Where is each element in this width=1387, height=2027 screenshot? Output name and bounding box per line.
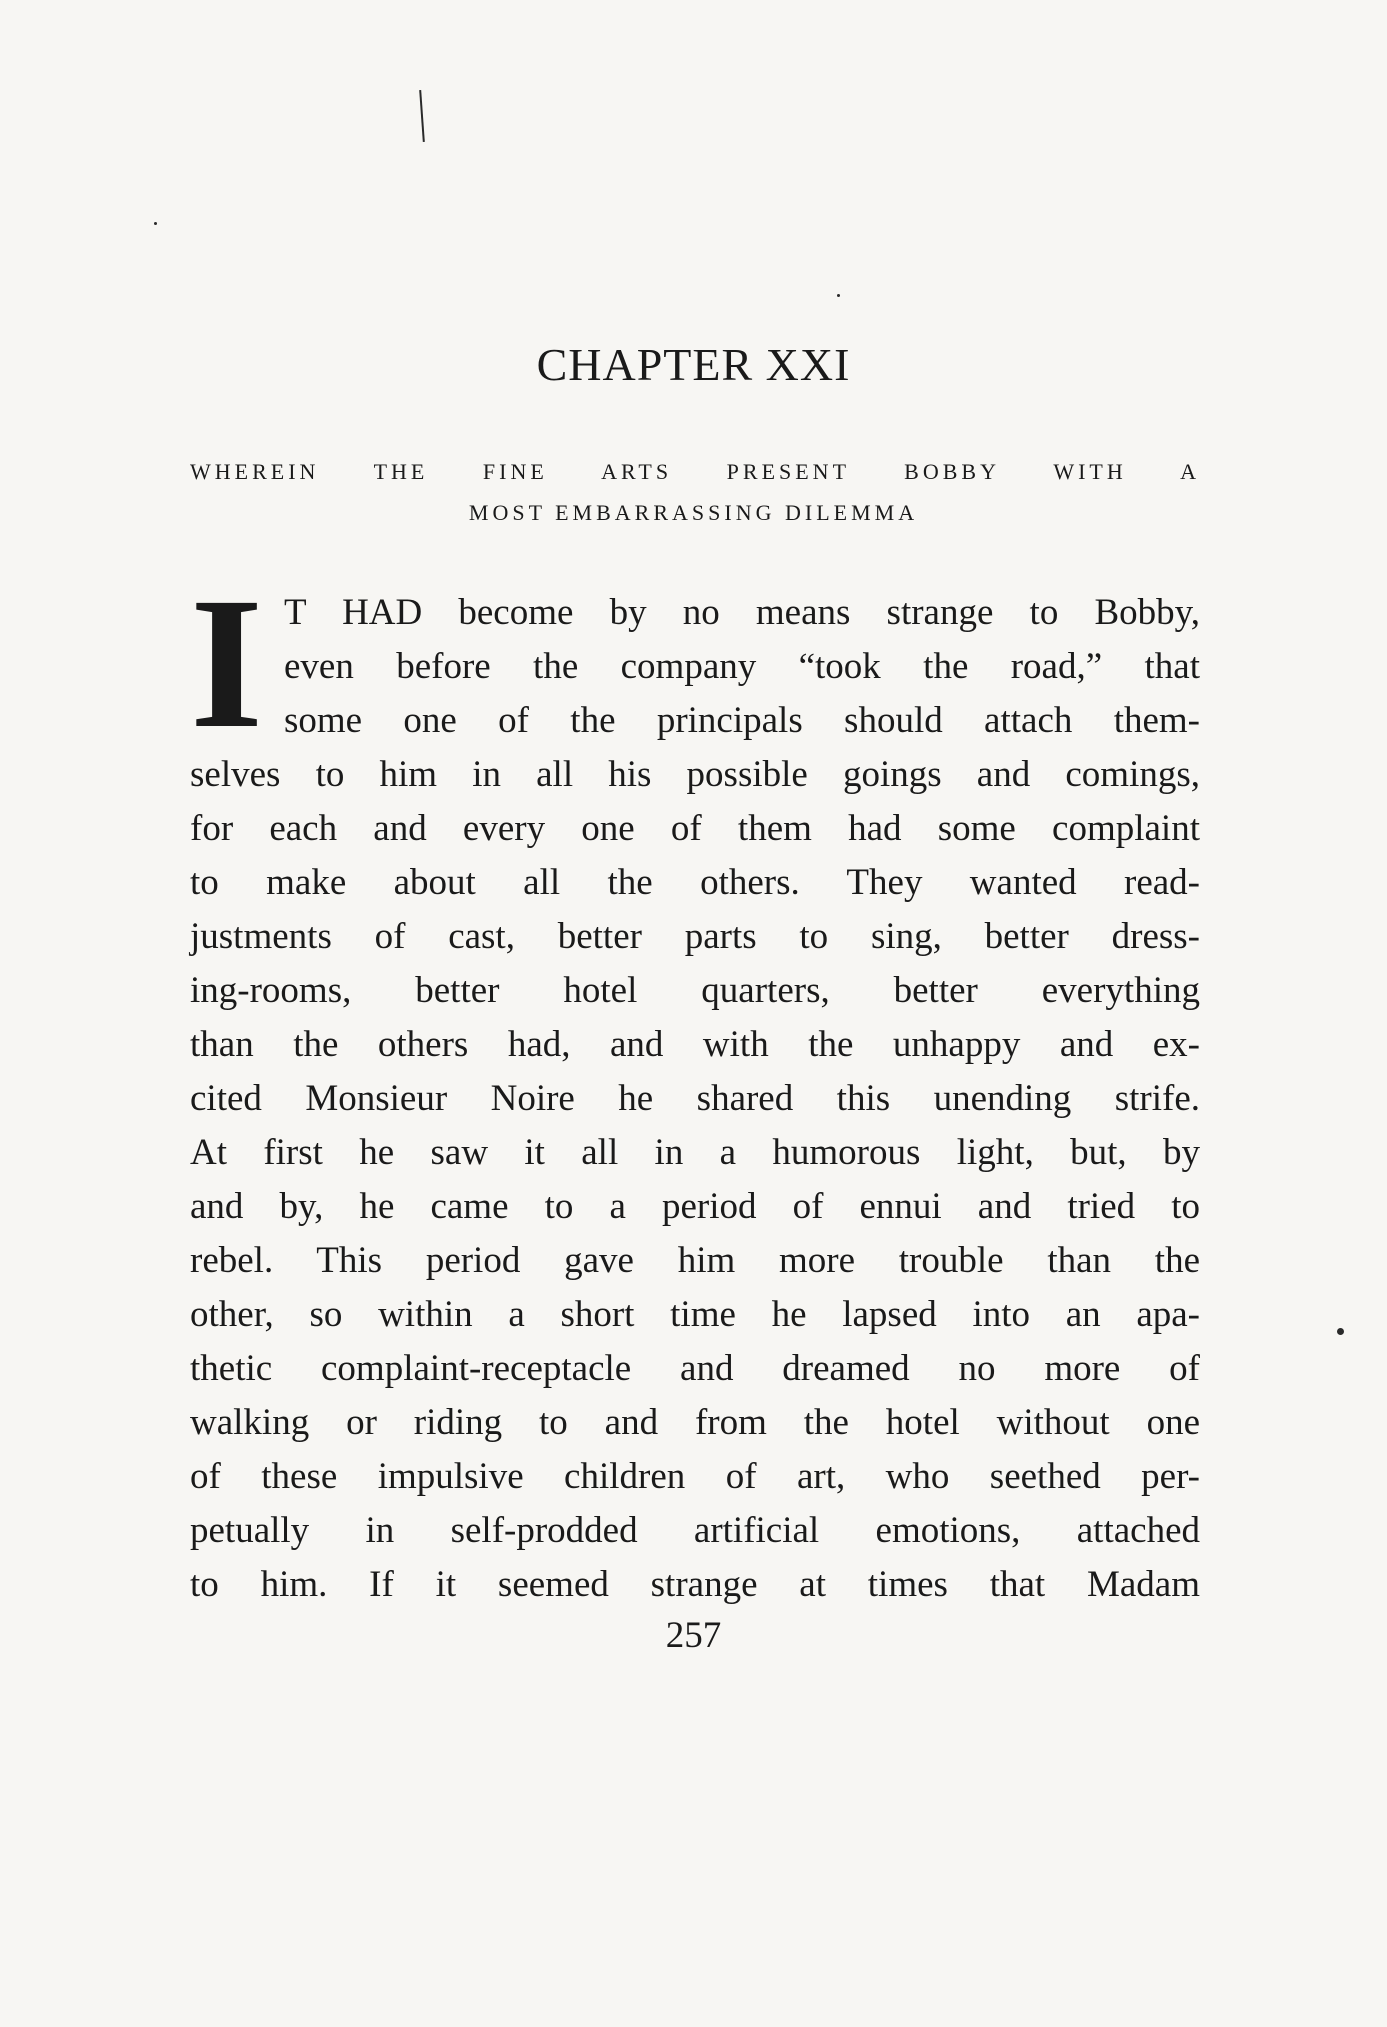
page-number: 257 [665,1615,722,1656]
text-line: ing-rooms, better hotel quarters, better everything [190,970,1200,1011]
speck-mark [1337,1328,1344,1335]
text-line: walking or riding to and from the hotel without one [190,1402,1200,1443]
chapter-subtitle-line-1: WHEREIN THE FINE ARTS PRESENT BOBBY WITH A [190,459,1200,484]
drop-cap: I [190,558,264,767]
text-line: petually in self-prodded artificial emotions, attached [190,1510,1200,1551]
text-line: even before the company “took the road,” that [284,646,1200,687]
chapter-subtitle-line-2: MOST EMBARRASSING DILEMMA [468,500,919,525]
chapter-title: CHAPTER XXI [536,339,851,390]
speck-mark [154,222,157,225]
text-line: for each and every one of them had some complaint [190,808,1200,849]
text-line: justments of cast, better parts to sing, better dress- [190,916,1200,957]
text-line: than the others had, and with the unhappy and ex- [190,1024,1200,1065]
body-paragraph [190,558,1200,1612]
text-line: thetic complaint-receptacle and dreamed no more of [190,1348,1200,1389]
text-line: At first he saw it all in a humorous light, but, by [190,1132,1200,1173]
text-line: T HAD become by no means strange to Bobby, [284,592,1200,633]
text-line: of these impulsive children of art, who seethed per- [190,1456,1200,1497]
text-line: selves to him in all his possible goings and comings, [190,754,1200,795]
ink-stroke-mark [419,90,425,142]
text-line: to make about all the others. They wanted read- [190,862,1200,903]
text-line: rebel. This period gave him more trouble than the [190,1240,1200,1281]
text-line: some one of the principals should attach them- [284,700,1200,741]
text-line: and by, he came to a period of ennui and tried to [190,1186,1200,1227]
text-line: to him. If it seemed strange at times that Madam [190,1564,1200,1605]
speck-mark [837,294,840,297]
text-line: other, so within a short time he lapsed into an apa- [190,1294,1200,1335]
text-line: cited Monsieur Noire he shared this unending strife. [190,1078,1200,1119]
